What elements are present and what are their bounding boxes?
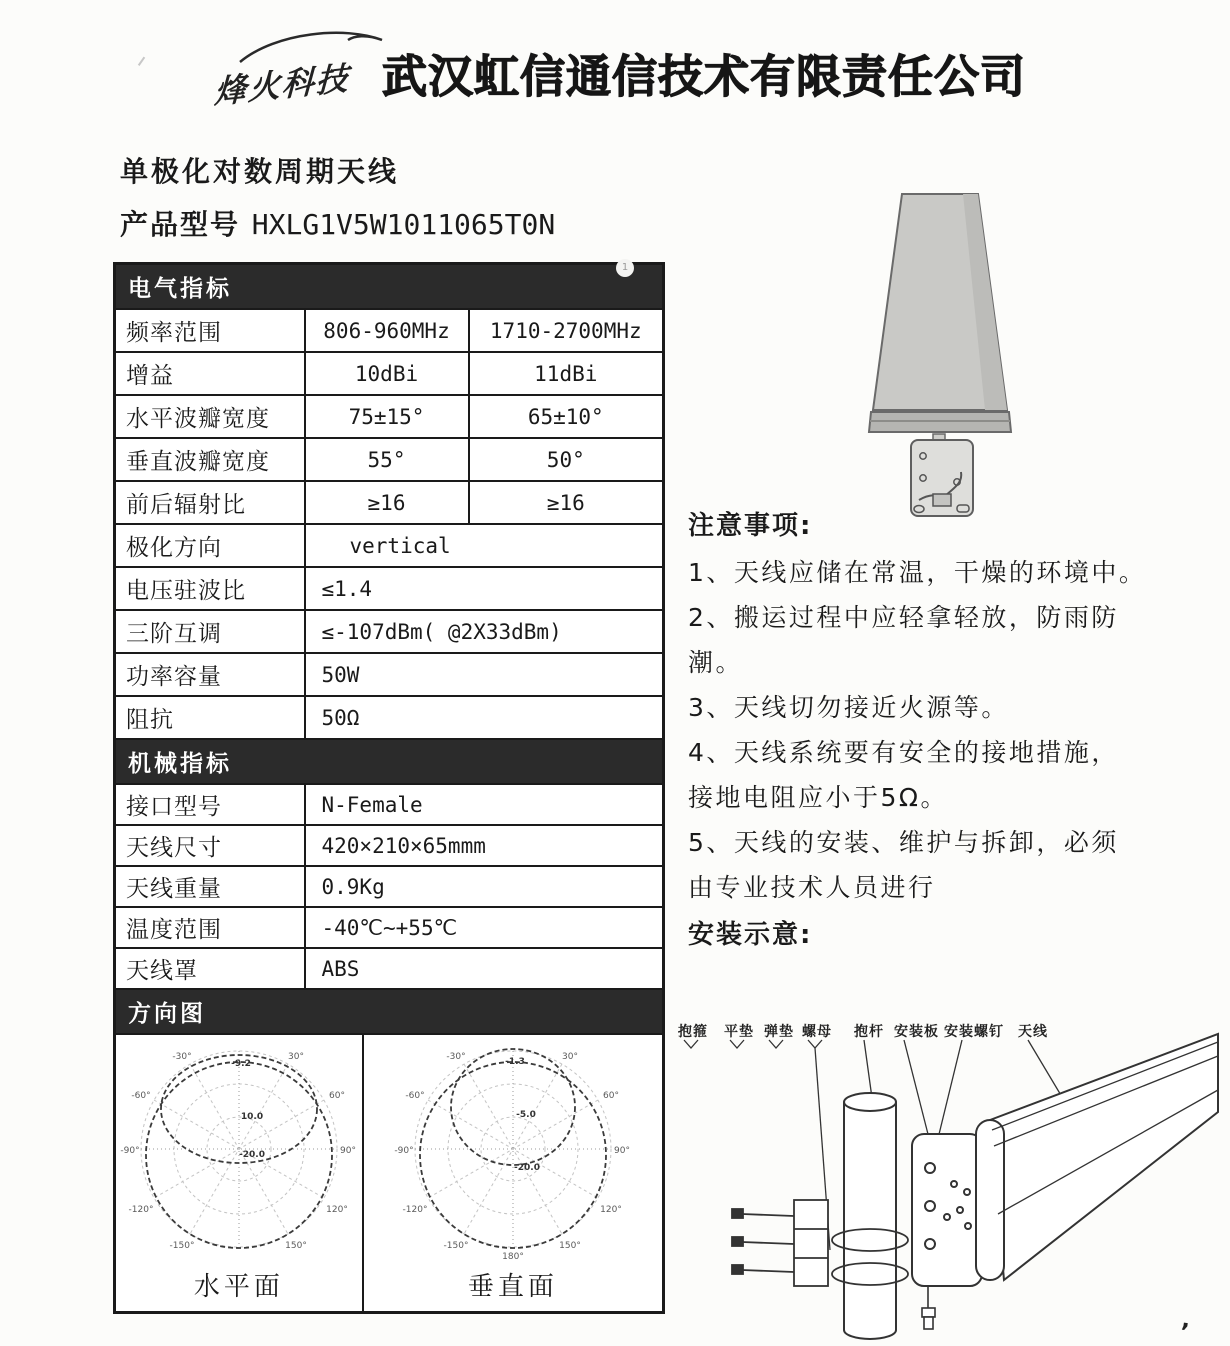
spec-value: 50Ω [305, 696, 664, 739]
spec-row [115, 524, 664, 567]
note-line: 潮。 [688, 648, 744, 677]
spec-value: ABS [305, 948, 664, 989]
scan-artifact-topleft [138, 57, 150, 70]
polar-plot-vertical [362, 1035, 662, 1311]
part-label-clamp: 抱箍 [678, 1024, 708, 1040]
spec-value: ≤-107dBm( @2X33dBm) [305, 610, 664, 653]
spec-row [115, 866, 664, 907]
spec-value: 420×210×65mmm [305, 825, 664, 866]
note-line: 2、搬运过程中应轻拿轻放，防雨防 [688, 603, 1119, 632]
spec-row [115, 653, 664, 696]
spec-row [115, 438, 664, 481]
angle-label: 90° [613, 1146, 630, 1156]
angle-label: 150° [559, 1241, 581, 1251]
spec-value-high-band: 50° [469, 438, 664, 481]
notes-section [688, 505, 1218, 951]
spec-value-high-band: 65±10° [469, 395, 664, 438]
spec-row [115, 352, 664, 395]
part-label-flat-washer: 平垫 [724, 1024, 754, 1040]
mechanical-section-title: 机械指标 [128, 751, 232, 777]
angle-label: -120° [402, 1205, 428, 1215]
spec-table [113, 262, 665, 1314]
angle-label: -120° [128, 1205, 154, 1215]
product-model-number: HXLG1V5W1011065T0N [251, 208, 556, 241]
product-model-label: 产品型号 [120, 208, 241, 241]
spec-row [115, 784, 664, 825]
angle-label: 30° [561, 1052, 578, 1062]
spec-label: 接口型号 [115, 784, 305, 825]
mounting-plate [912, 1134, 982, 1286]
note-line: 1、天线应储在常温，干燥的环境中。 [688, 558, 1147, 587]
spec-value: -40℃~+55℃ [305, 907, 664, 948]
angle-label: 60° [602, 1091, 619, 1101]
part-label-pole: 抱杆 [854, 1024, 884, 1040]
spec-value-high-band: 1710-2700MHz [469, 309, 664, 352]
spec-label: 三阶互调 [115, 610, 305, 653]
angle-label: -90° [394, 1146, 414, 1156]
spec-value: vertical [305, 524, 664, 567]
angle-label: -60° [131, 1091, 151, 1101]
mechanical-section-header [115, 739, 664, 784]
spec-value: N-Female [305, 784, 664, 825]
installation-diagram [672, 1012, 1224, 1342]
pattern-plots-cell [115, 1034, 664, 1313]
rf-connector [922, 1286, 935, 1329]
spec-label: 功率容量 [115, 653, 305, 696]
note-line: 由专业技术人员进行 [688, 873, 936, 902]
spec-value-high-band: ≥16 [469, 481, 664, 524]
polar-plot-horizontal-svg [119, 1037, 359, 1265]
spec-row [115, 907, 664, 948]
pattern-plots-row [115, 1034, 664, 1313]
install-title: 安装示意: [688, 920, 813, 950]
antenna-body [976, 1034, 1218, 1280]
spec-row [115, 481, 664, 524]
angle-label: 120° [326, 1205, 348, 1215]
spec-value-low-band: 75±15° [305, 395, 469, 438]
spec-label: 极化方向 [115, 524, 305, 567]
spec-label: 阻抗 [115, 696, 305, 739]
scan-artifact-header-mark: 1 [616, 259, 634, 277]
spec-row [115, 309, 664, 352]
product-title: 单极化对数周期天线 [120, 155, 400, 188]
spec-label: 天线重量 [115, 866, 305, 907]
angle-label: 60° [328, 1091, 345, 1101]
angle-label: -150° [169, 1241, 195, 1251]
logo-text: 烽火科技 [213, 58, 351, 112]
angle-label: 120° [600, 1205, 622, 1215]
angle-label: 30° [287, 1052, 304, 1062]
angle-label: -30° [446, 1052, 466, 1062]
polar-plot-horizontal [116, 1035, 362, 1311]
part-label-antenna: 天线 [1018, 1024, 1048, 1040]
spec-row [115, 567, 664, 610]
spec-value-low-band: 55° [305, 438, 469, 481]
part-label-nut: 螺母 [802, 1024, 832, 1040]
note-line: 接地电阻应小于5Ω。 [688, 783, 949, 812]
spec-label: 电压驻波比 [115, 567, 305, 610]
spec-row [115, 610, 664, 653]
company-name: 武汉虹信通信技术有限责任公司 [382, 50, 1027, 103]
angle-label: 180° [502, 1252, 524, 1262]
spec-value: 0.9Kg [305, 866, 664, 907]
pattern-header-row [115, 989, 664, 1034]
note-line: 4、天线系统要有安全的接地措施， [688, 738, 1119, 767]
scan-artifact-corner: , [1180, 1307, 1193, 1334]
plot-caption-horizontal: 水平面 [193, 1272, 284, 1302]
spec-label: 水平波瓣宽度 [115, 395, 305, 438]
spec-value-low-band: ≥16 [305, 481, 469, 524]
spec-label: 前后辐射比 [115, 481, 305, 524]
spec-row [115, 948, 664, 989]
spec-label: 天线尺寸 [115, 825, 305, 866]
polar-plot-vertical-svg [393, 1037, 633, 1265]
spec-label: 频率范围 [115, 309, 305, 352]
peak-value-label: -9.2 [231, 1059, 251, 1069]
radial-value-label: 10.0 [240, 1112, 263, 1122]
spec-value-low-band: 10dBi [305, 352, 469, 395]
note-line: 3、天线切勿接近火源等。 [688, 693, 1009, 722]
pattern-section-header [115, 989, 664, 1034]
angle-label: -150° [443, 1241, 469, 1251]
angle-label: -30° [172, 1052, 192, 1062]
pole [844, 1093, 896, 1339]
spec-row [115, 395, 664, 438]
center-value-label: -20.0 [513, 1163, 540, 1173]
mechanical-header-row [115, 739, 664, 784]
spec-label: 垂直波瓣宽度 [115, 438, 305, 481]
part-label-mounting-screw: 安装螺钉 [944, 1024, 1004, 1040]
part-label-mounting-plate: 安装板 [894, 1024, 939, 1040]
spec-label: 天线罩 [115, 948, 305, 989]
radial-value-label: -5.0 [516, 1110, 536, 1120]
product-model [120, 203, 555, 243]
spec-label: 增益 [115, 352, 305, 395]
angle-label: -60° [405, 1091, 425, 1101]
electrical-section-title: 电气指标 [128, 276, 232, 302]
notes-title: 注意事项: [688, 511, 813, 541]
angle-label: 90° [339, 1146, 356, 1156]
note-line: 5、天线的安装、维护与拆卸，必须 [688, 828, 1119, 857]
company-logo [208, 26, 383, 116]
electrical-header-row [115, 264, 664, 310]
plot-caption-vertical: 垂直面 [467, 1272, 558, 1302]
electrical-section-header [115, 264, 664, 310]
spec-row [115, 696, 664, 739]
pattern-section-title: 方向图 [128, 1001, 206, 1027]
angle-label: -90° [120, 1146, 140, 1156]
center-value-label: -20.0 [238, 1150, 265, 1160]
part-label-spring-washer: 弹垫 [764, 1024, 794, 1040]
spec-value-low-band: 806-960MHz [305, 309, 469, 352]
spec-value: ≤1.4 [305, 567, 664, 610]
spec-value: 50W [305, 653, 664, 696]
antenna-product-illustration [845, 188, 1035, 518]
spec-value-high-band: 11dBi [469, 352, 664, 395]
peak-value-label: -1.3 [505, 1057, 525, 1067]
spec-row [115, 825, 664, 866]
angle-label: 150° [285, 1241, 307, 1251]
spec-label: 温度范围 [115, 907, 305, 948]
